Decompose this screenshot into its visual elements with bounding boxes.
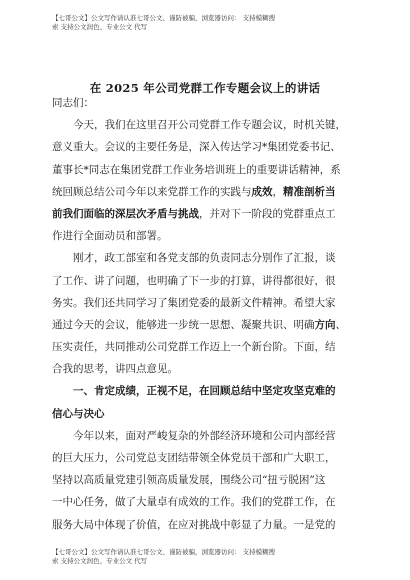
header-banner-line-1: 【七哥公文】公文写作请认准七哥公文、谨防被骗，浏览器访问： 支持模糊搜 <box>52 14 276 22</box>
text-run: ， <box>272 185 283 198</box>
paragraph-1-line-5 <box>52 203 364 225</box>
footer-banner-line-1: 【七哥公文】公文写作请认准七哥公文、谨防被骗，浏览器访问： 支持模糊搜 <box>52 548 276 556</box>
paragraph-3-line-1: 今年以来，面对严峻复杂的外部经济环境和公司内部经营 <box>73 429 336 442</box>
footer-banner <box>52 548 372 566</box>
text-run: 通过今天的会议，能够进一步统一思想、凝聚共识、明确 <box>52 318 315 331</box>
text-run: ，并对下一阶段的党群重点工 <box>199 207 336 220</box>
paragraph-2-line-1: 刚才，政工部室和各党支部的负责同志分别作了汇报，谈 <box>73 252 336 265</box>
text-run: 统回顾总结公司今年以来党群工作的实践与 <box>52 185 252 198</box>
paragraph-2-line-6: 合我的思考，讲四点意见。 <box>52 363 178 376</box>
paragraph-1-line-3: 董事长*同志在集团党群工作业务培训班上的重要讲话精神，系 <box>52 163 341 176</box>
paragraph-2-line-3: 务实。我们还共同学习了集团党委的最新文件精神。希望大家 <box>52 296 336 309</box>
section-1-heading-line-1: 一、肯定成绩，正视不足，在回顾总结中坚定攻坚克难的 <box>73 385 336 398</box>
paragraph-2-line-4 <box>52 314 364 336</box>
text-run: 、 <box>335 318 346 331</box>
document-title: 在 2025 年公司党群工作专题会议上的讲话 <box>89 81 321 95</box>
footer-banner-line-2: 索 支持公文润色、专业公文 代写 <box>52 557 148 565</box>
paragraph-1-line-2: 意义重大。会议的主要任务是，深入传达学习*集团党委书记、 <box>52 141 341 154</box>
paragraph-3-line-5: 服务大局中体现了价值，在应对挑战中彰显了力量。一是党的 <box>52 518 336 531</box>
bold-run: 前我们面临的深层次矛盾与挑战 <box>52 207 199 220</box>
bold-run: 方向 <box>314 318 336 331</box>
bold-run: 精准剖析当 <box>283 185 336 198</box>
paragraph-1-line-6: 作进行全面动员和部署。 <box>52 230 168 243</box>
paragraph-1-line-4 <box>52 181 364 203</box>
document-body <box>52 92 364 536</box>
bold-run: 成效 <box>251 185 273 198</box>
header-banner <box>52 14 372 32</box>
paragraph-3-line-4: 一中心任务，做了大量卓有成效的工作。我们的党群工作，在 <box>52 496 336 509</box>
section-1-heading-line-2: 信心与决心 <box>52 407 105 420</box>
paragraph-3-line-2: 的巨大压力，公司党总支团结带领全体党员干部和广大职工， <box>52 452 336 464</box>
paragraph-2-line-5: 压实责任，共同推动公司党群工作迈上一个新台阶。下面，结 <box>52 341 336 354</box>
header-banner-line-2: 索 支持公文润色、专业公文 代写 <box>52 23 148 31</box>
paragraph-3-line-3: 坚持以高质量党建引领高质量发展，围绕公司“扭亏脱困”这 <box>52 474 326 487</box>
paragraph-2-line-2: 了工作、讲了问题，也明确了下一步的打算，讲得都很好，很 <box>52 274 336 287</box>
salutation: 同志们： <box>52 97 94 109</box>
paragraph-1-line-1: 今天，我们在这里召开公司党群工作专题会议，时机关键， <box>73 119 346 132</box>
